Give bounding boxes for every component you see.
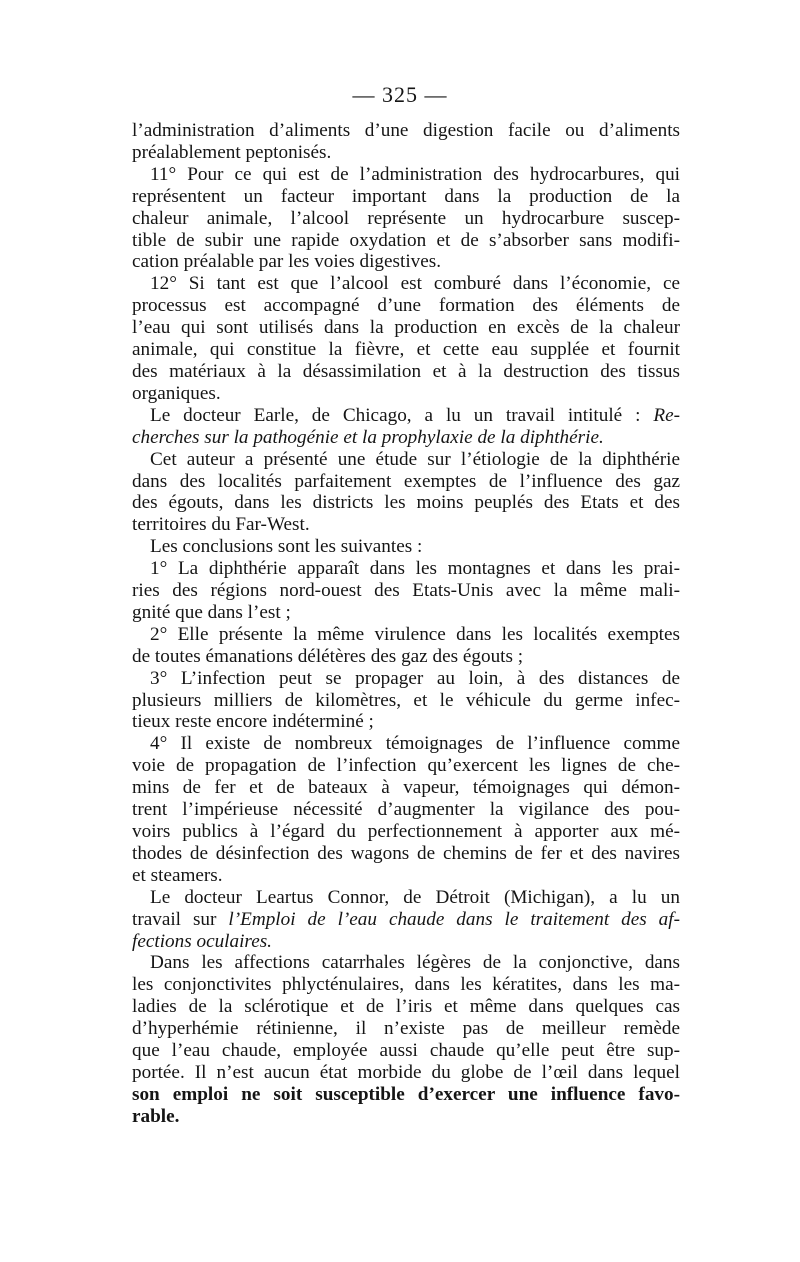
text-line: voirs publics à l’égard du perfectionnement à apporter aux mé- bbox=[132, 821, 680, 842]
text-line: rable. bbox=[132, 1105, 180, 1127]
text-line: des matériaux à la désassimilation et à la destruction des tissus bbox=[132, 360, 680, 382]
text-line bbox=[132, 405, 680, 427]
text-line: préalablement peptonisés. bbox=[132, 141, 332, 163]
text-line: thodes de désinfection des wagons de chemins de fer et des navires bbox=[132, 842, 680, 864]
text-line: l’administration d’aliments d’une digestion facile ou d’aliments bbox=[132, 120, 680, 141]
text-line: Cet auteur a présenté une étude sur l’étiologie de la diphthérie bbox=[150, 448, 680, 470]
text-line: son emploi ne soit susceptible d’exercer une influence favo- bbox=[132, 1083, 680, 1105]
italic-title-line: cherches sur la pathogénie et la prophylaxie de la diphthérie. bbox=[132, 426, 604, 448]
text-line: processus est accompagné d’une formation des éléments de bbox=[132, 295, 680, 317]
text-line: voie de propagation de l’infection qu’exercent les lignes de che- bbox=[132, 755, 680, 777]
italic-title-segment: Re- bbox=[653, 404, 680, 426]
text-line: 1° La diphthérie apparaît dans les montagnes et dans les prai- bbox=[150, 558, 680, 580]
text-line: dans des localités parfaitement exemptes de l’influence des gaz bbox=[132, 470, 680, 492]
text-line: territoires du Far-West. bbox=[132, 514, 310, 536]
text-line: tieux reste encore indéterminé ; bbox=[132, 711, 374, 733]
text-line: gnité que dans l’est ; bbox=[132, 601, 291, 623]
text-line: 3° L’infection peut se propager au loin, à des distances de bbox=[150, 667, 680, 689]
text-line: plusieurs milliers de kilomètres, et le véhicule du germe infec- bbox=[132, 689, 680, 711]
text-line: Dans les affections catarrhales légères de la conjonctive, dans bbox=[150, 952, 680, 974]
page-number: — 325 — bbox=[352, 82, 448, 107]
text-line: de toutes émanations délétères des gaz des égouts ; bbox=[132, 645, 524, 667]
text-segment: travail sur bbox=[132, 908, 217, 930]
text-line: que l’eau chaude, employée aussi chaude qu’elle peut être sup- bbox=[132, 1040, 680, 1062]
text-line: portée. Il n’est aucun état morbide du globe de l’œil dans lequel bbox=[132, 1061, 680, 1083]
italic-title-segment: l’Emploi de l’eau chaude dans le traitement des af- bbox=[228, 908, 680, 930]
text-line: d’hyperhémie rétinienne, il n’existe pas de meilleur remède bbox=[132, 1018, 680, 1040]
text-line: organiques. bbox=[132, 382, 221, 404]
text-line: l’eau qui sont utilisés dans la production en excès de la chaleur bbox=[132, 317, 680, 339]
text-line: 4° Il existe de nombreux témoignages de l’influence comme bbox=[150, 733, 680, 755]
text-segment: Le docteur Earle, de Chicago, a lu un travail intitulé : bbox=[150, 404, 641, 426]
text-line: représentent un facteur important dans la production de la bbox=[132, 185, 680, 207]
text-line: cation préalable par les voies digestives. bbox=[132, 251, 442, 273]
text-line: animale, qui constitue la fièvre, et cette eau supplée et fournit bbox=[132, 339, 680, 361]
text-line: 2° Elle présente la même virulence dans les localités exemptes bbox=[150, 623, 680, 645]
text-line: Le docteur Leartus Connor, de Détroit (Michigan), a lu un bbox=[150, 886, 680, 908]
text-line: 12° Si tant est que l’alcool est comburé dans l’économie, ce bbox=[150, 273, 680, 295]
text-line: les conjonctivites phlycténulaires, dans les kératites, dans les ma- bbox=[132, 974, 680, 996]
text-line: des égouts, dans les districts les moins peuplés des Etats et des bbox=[132, 492, 680, 514]
text-line: 11° Pour ce qui est de l’administration des hydrocarbures, qui bbox=[150, 163, 680, 185]
text-line: ries des régions nord-ouest des Etats-Unis avec la même mali- bbox=[132, 580, 680, 602]
text-line: mins de fer et de bateaux à vapeur, témoignages qui démon- bbox=[132, 777, 680, 799]
italic-title-line: fections oculaires. bbox=[132, 930, 272, 952]
text-line: Les conclusions sont les suivantes : bbox=[150, 536, 423, 558]
text-line: ladies de la sclérotique et de l’iris et même dans quelques cas bbox=[132, 996, 680, 1018]
text-line: chaleur animale, l’alcool représente un hydrocarbure suscep- bbox=[132, 207, 680, 229]
text-line: tible de subir une rapide oxydation et de s’absorber sans modifi- bbox=[132, 229, 680, 251]
body-text bbox=[132, 120, 680, 1128]
text-line: et steamers. bbox=[132, 864, 223, 886]
text-line: trent l’impérieuse nécessité d’augmenter la vigilance des pou- bbox=[132, 799, 680, 821]
text-line bbox=[132, 909, 680, 931]
